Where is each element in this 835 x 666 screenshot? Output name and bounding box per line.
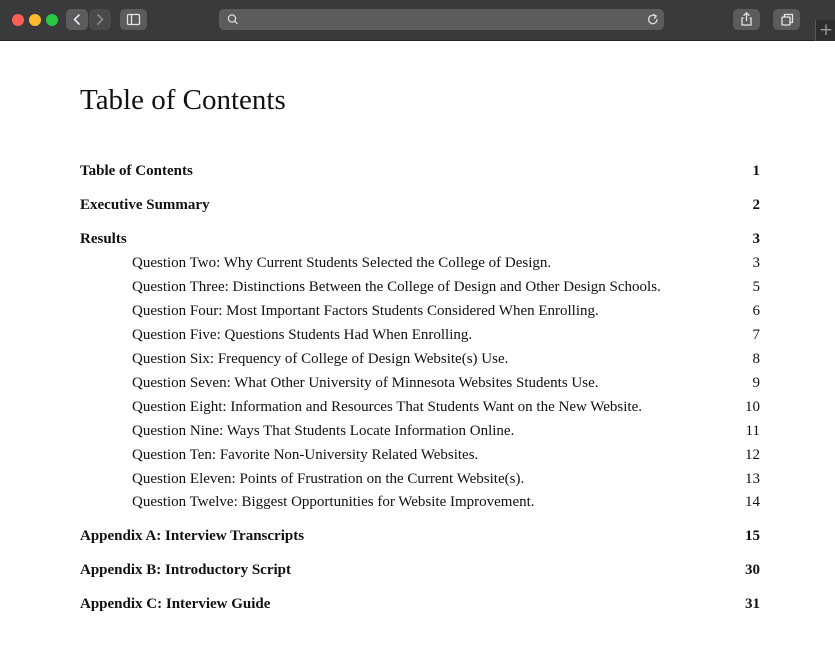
toc-entry-label: Question Three: Distinctions Between the College of Design and Other Design Schools. (132, 279, 661, 295)
toc-subentry[interactable] (80, 494, 760, 516)
toc-entry-page: 14 (745, 494, 760, 510)
toc-entry-label: Table of Contents (80, 163, 193, 179)
back-button[interactable] (66, 9, 88, 30)
forward-button[interactable] (89, 9, 111, 30)
toc-subentry[interactable] (80, 399, 760, 421)
toc-subentry[interactable] (80, 327, 760, 349)
plus-icon: + (818, 20, 834, 40)
sidebar-toggle-button[interactable] (120, 9, 147, 30)
reload-icon[interactable] (643, 9, 663, 30)
tabs-icon (773, 9, 800, 30)
toc-entry[interactable] (80, 197, 760, 219)
forward-icon (89, 9, 111, 30)
toc-entry-page: 11 (745, 423, 760, 439)
toc-subentry[interactable] (80, 375, 760, 397)
toc-entry-page: 3 (752, 231, 760, 247)
toc-entry[interactable] (80, 562, 760, 584)
toc-entry[interactable] (80, 596, 760, 618)
toc-entry-page: 1 (752, 163, 760, 179)
toc-entry-label: Question Seven: What Other University of Minnesota Websites Students Use. (132, 375, 599, 391)
back-icon (66, 9, 88, 30)
toc-entry-page: 12 (745, 447, 760, 463)
toc-entry-page: 9 (752, 375, 760, 391)
toc-entry-page: 5 (752, 279, 760, 295)
new-tab-button[interactable] (815, 20, 835, 41)
toc-entry-page: 15 (745, 528, 760, 544)
toc-entry-label: Appendix B: Introductory Script (80, 562, 291, 578)
toc-entry-page: 7 (752, 327, 760, 343)
toc-entry-label: Question Ten: Favorite Non-University Related Websites. (132, 447, 479, 463)
toc-subentry[interactable] (80, 255, 760, 277)
page-title: Table of Contents (80, 84, 286, 116)
sidebar-icon (120, 9, 147, 30)
minimize-window-button[interactable] (29, 14, 41, 26)
toc-entry-label: Appendix C: Interview Guide (80, 596, 271, 612)
toc-subentry[interactable] (80, 447, 760, 469)
toc-entry-label: Results (80, 231, 127, 247)
toc-entry-page: 6 (752, 303, 760, 319)
toc-entry-page: 3 (752, 255, 760, 271)
toc-entry-page: 10 (745, 399, 760, 415)
toc-entry-page: 31 (745, 596, 760, 612)
toc-entry-label: Question Two: Why Current Students Selected the College of Design. (132, 255, 552, 271)
toc-entry-label: Question Six: Frequency of College of Design Website(s) Use. (132, 351, 509, 367)
toc-entry-label: Question Four: Most Important Factors Students Considered When Enrolling. (132, 303, 599, 319)
toc-entry-label: Question Nine: Ways That Students Locate Information Online. (132, 423, 515, 439)
share-button[interactable] (733, 9, 760, 30)
toc-entry-label: Question Five: Questions Students Had When Enrolling. (132, 327, 473, 343)
toc-entry-page: 13 (745, 471, 760, 487)
toc-entry[interactable] (80, 163, 760, 185)
search-icon (222, 9, 244, 30)
toc-subentry[interactable] (80, 303, 760, 325)
toc-entry-label: Executive Summary (80, 197, 210, 213)
toc-entry-label: Appendix A: Interview Transcripts (80, 528, 305, 544)
toc-entry-label: Question Eleven: Points of Frustration on the Current Website(s). (132, 471, 525, 487)
toc-subentry[interactable] (80, 423, 760, 445)
toc-subentry[interactable] (80, 351, 760, 373)
close-window-button[interactable] (12, 14, 24, 26)
address-input[interactable] (243, 11, 623, 28)
toc-entry-page: 8 (752, 351, 760, 367)
toc-entry-page: 30 (745, 562, 760, 578)
toc-entry-label: Question Eight: Information and Resources That Students Want on the New Website. (132, 399, 642, 415)
tab-overview-button[interactable] (773, 9, 800, 30)
share-icon (733, 9, 760, 30)
toc-subentry[interactable] (80, 279, 760, 301)
toc-entry[interactable] (80, 231, 760, 253)
toc-subentry[interactable] (80, 471, 760, 493)
toc-entry-page: 2 (752, 197, 760, 213)
address-bar[interactable] (219, 9, 664, 30)
toc-entry-label: Question Twelve: Biggest Opportunities for Website Improvement. (132, 494, 535, 510)
browser-toolbar (0, 0, 835, 41)
zoom-window-button[interactable] (46, 14, 58, 26)
toc-entry[interactable] (80, 528, 760, 550)
